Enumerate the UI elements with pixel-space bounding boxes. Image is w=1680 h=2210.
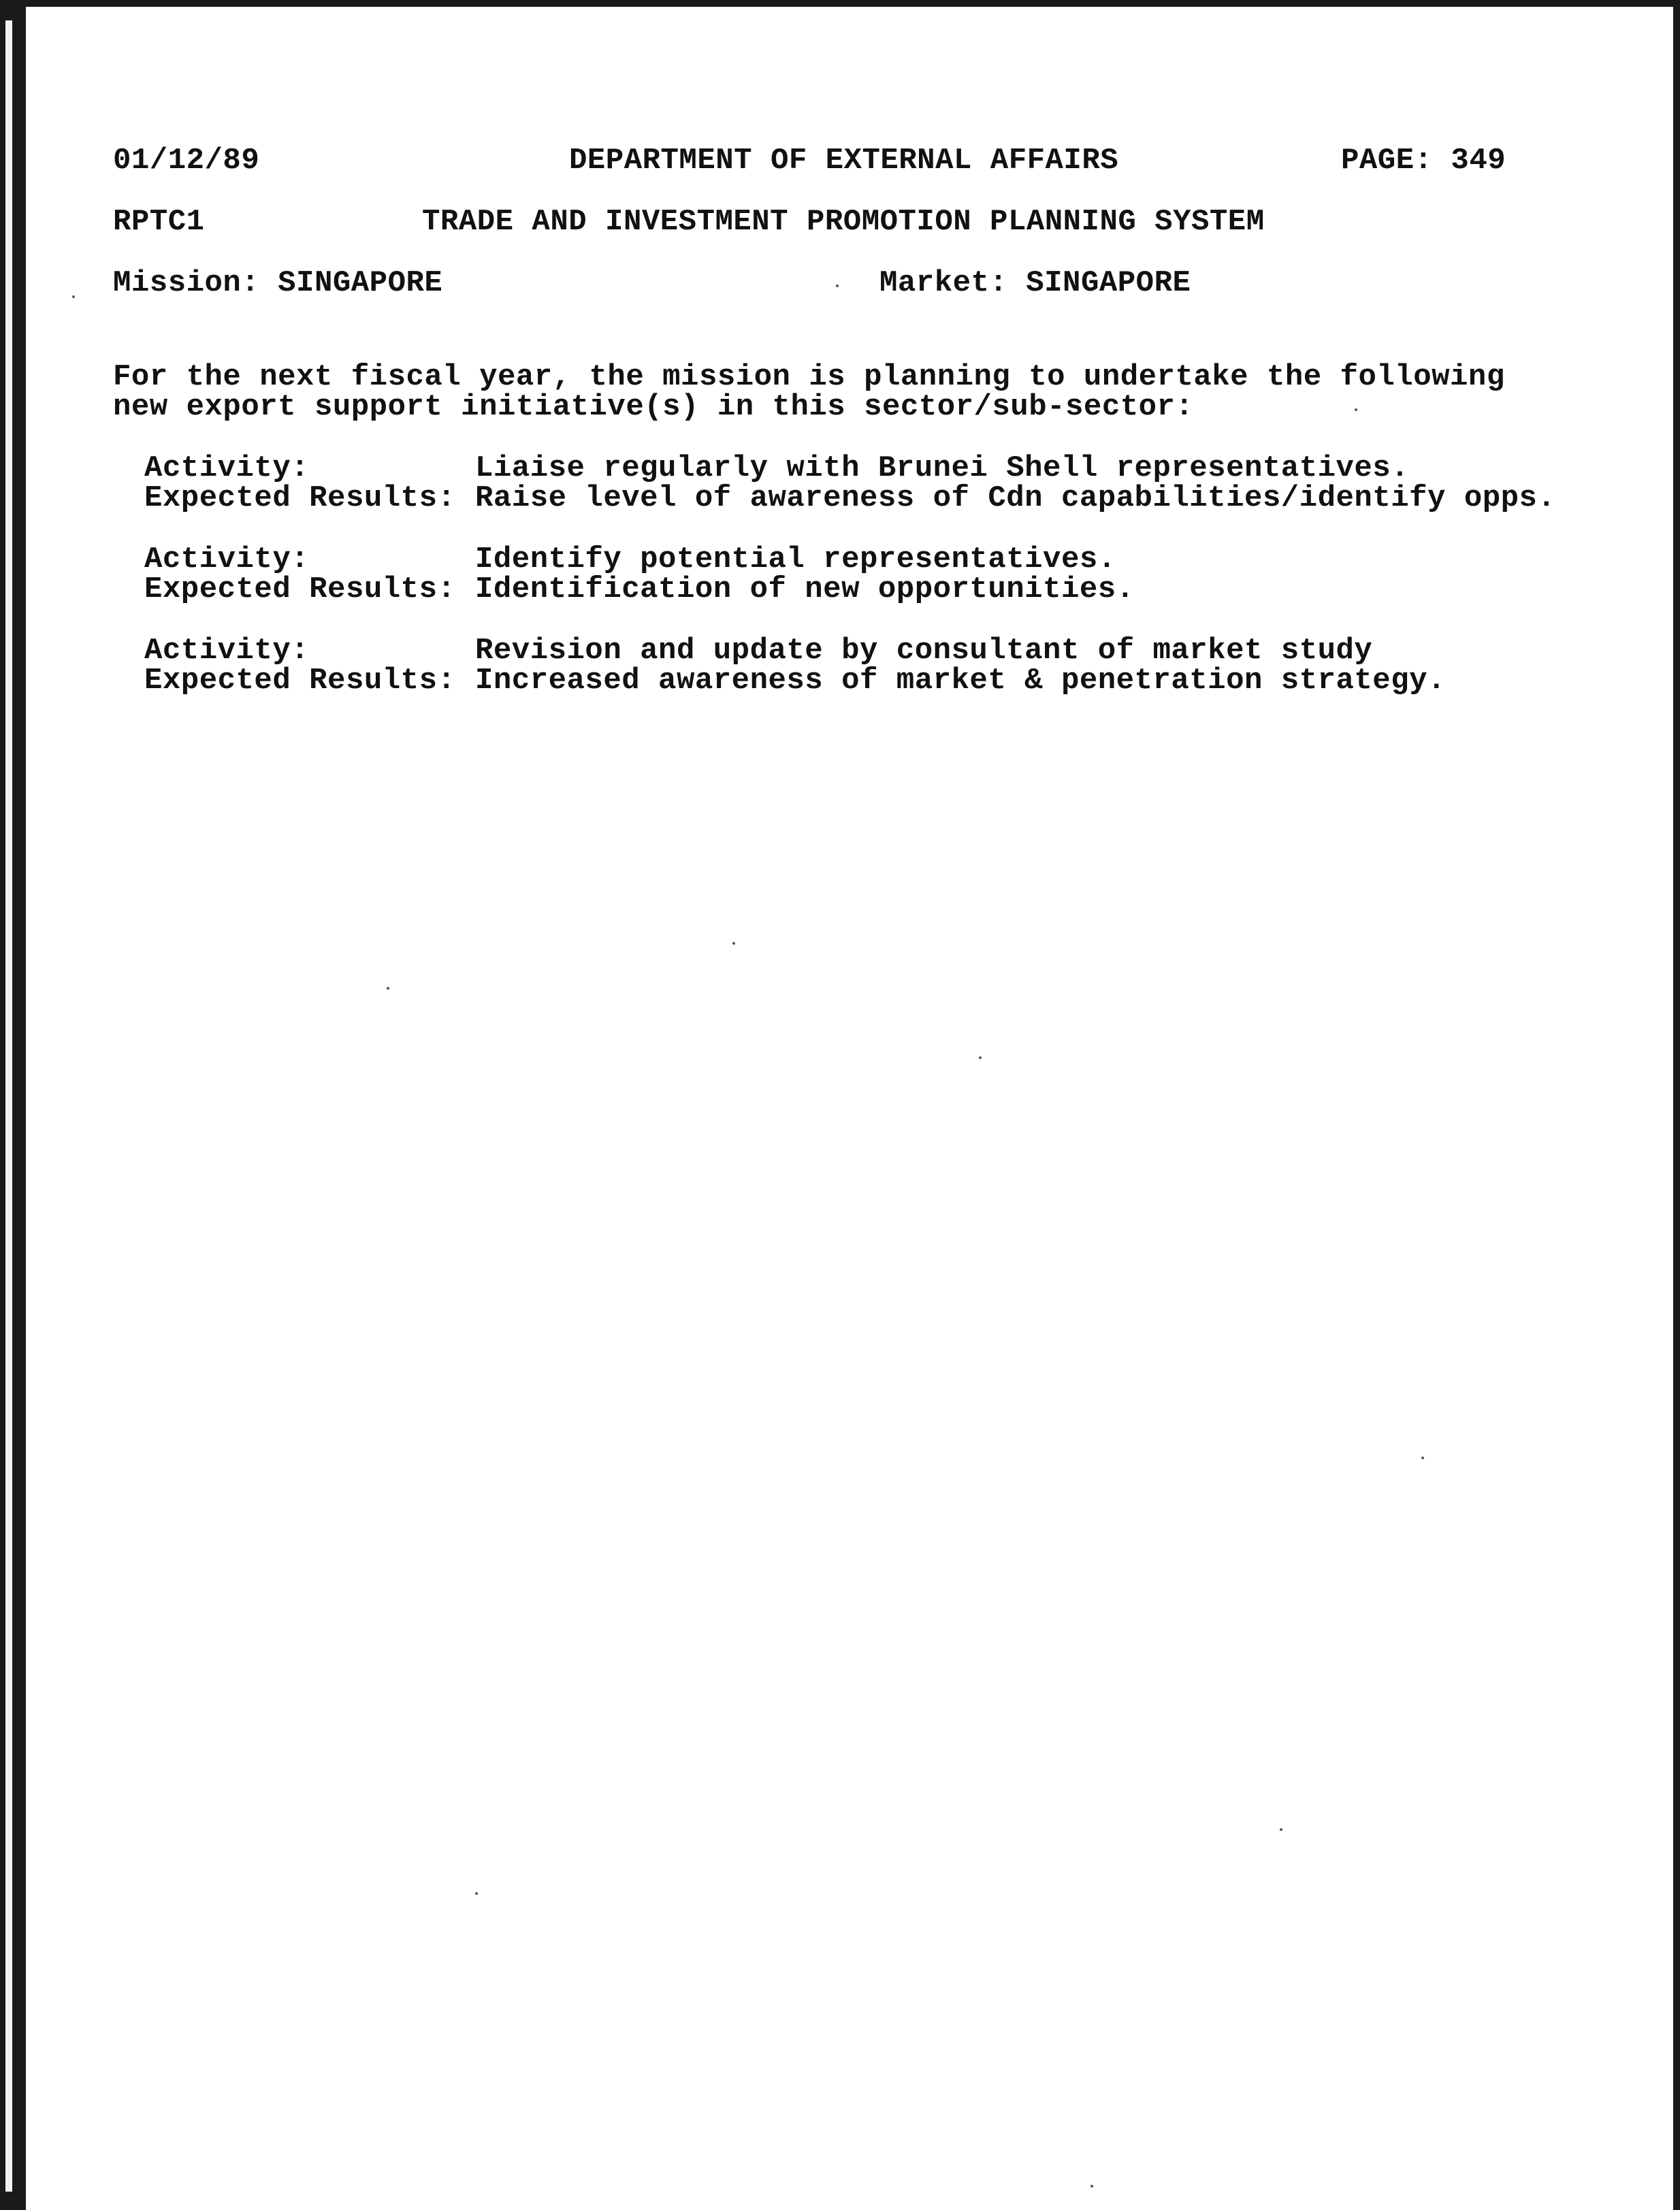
activity-text: Identify potential representatives. [475,542,1116,576]
scan-edge-right [1673,0,1680,2210]
department-title: DEPARTMENT OF EXTERNAL AFFAIRS [569,144,1119,178]
page-number: PAGE: 349 [1341,144,1506,178]
expected-results-text: Increased awareness of market & penetration strategy. [475,664,1446,698]
activity-label: Activity: [144,542,310,576]
scan-edge-top [0,0,1680,7]
activity-label: Activity: [144,634,310,668]
expected-results-label: Expected Results: [144,572,456,606]
scan-speck [979,1056,982,1059]
scan-speck [732,942,735,945]
scan-speck [72,295,75,298]
report-date: 01/12/89 [113,144,260,178]
activity-label: Activity: [144,451,310,485]
activity-text: Liaise regularly with Brunei Shell representatives. [475,451,1410,485]
scan-edge-left-strip [5,20,12,2192]
scan-speck [387,987,389,990]
scan-speck [1355,408,1357,411]
scan-speck [1091,2185,1093,2188]
scan-speck [1421,1457,1424,1459]
market-field: Market: SINGAPORE [879,266,1191,300]
expected-results-label: Expected Results: [144,664,456,698]
expected-results-text: Identification of new opportunities. [475,572,1135,606]
scan-speck [475,1892,478,1895]
scan-speck [1280,1828,1282,1831]
expected-results-label: Expected Results: [144,481,456,515]
expected-results-text: Raise level of awareness of Cdn capabilities/identify opps. [475,481,1556,515]
activity-text: Revision and update by consultant of market study [475,634,1373,668]
report-code: RPTC1 [113,205,205,239]
mission-field: Mission: SINGAPORE [113,266,443,300]
scan-edge-left [0,0,26,2210]
intro-line-2: new export support initiative(s) in this sector/sub-sector: [113,390,1194,424]
scan-speck [836,285,839,287]
intro-line-1: For the next fiscal year, the mission is planning to undertake the following [113,360,1505,394]
paper-sheet [26,7,1673,2210]
system-title: TRADE AND INVESTMENT PROMOTION PLANNING SYSTEM [422,205,1265,239]
